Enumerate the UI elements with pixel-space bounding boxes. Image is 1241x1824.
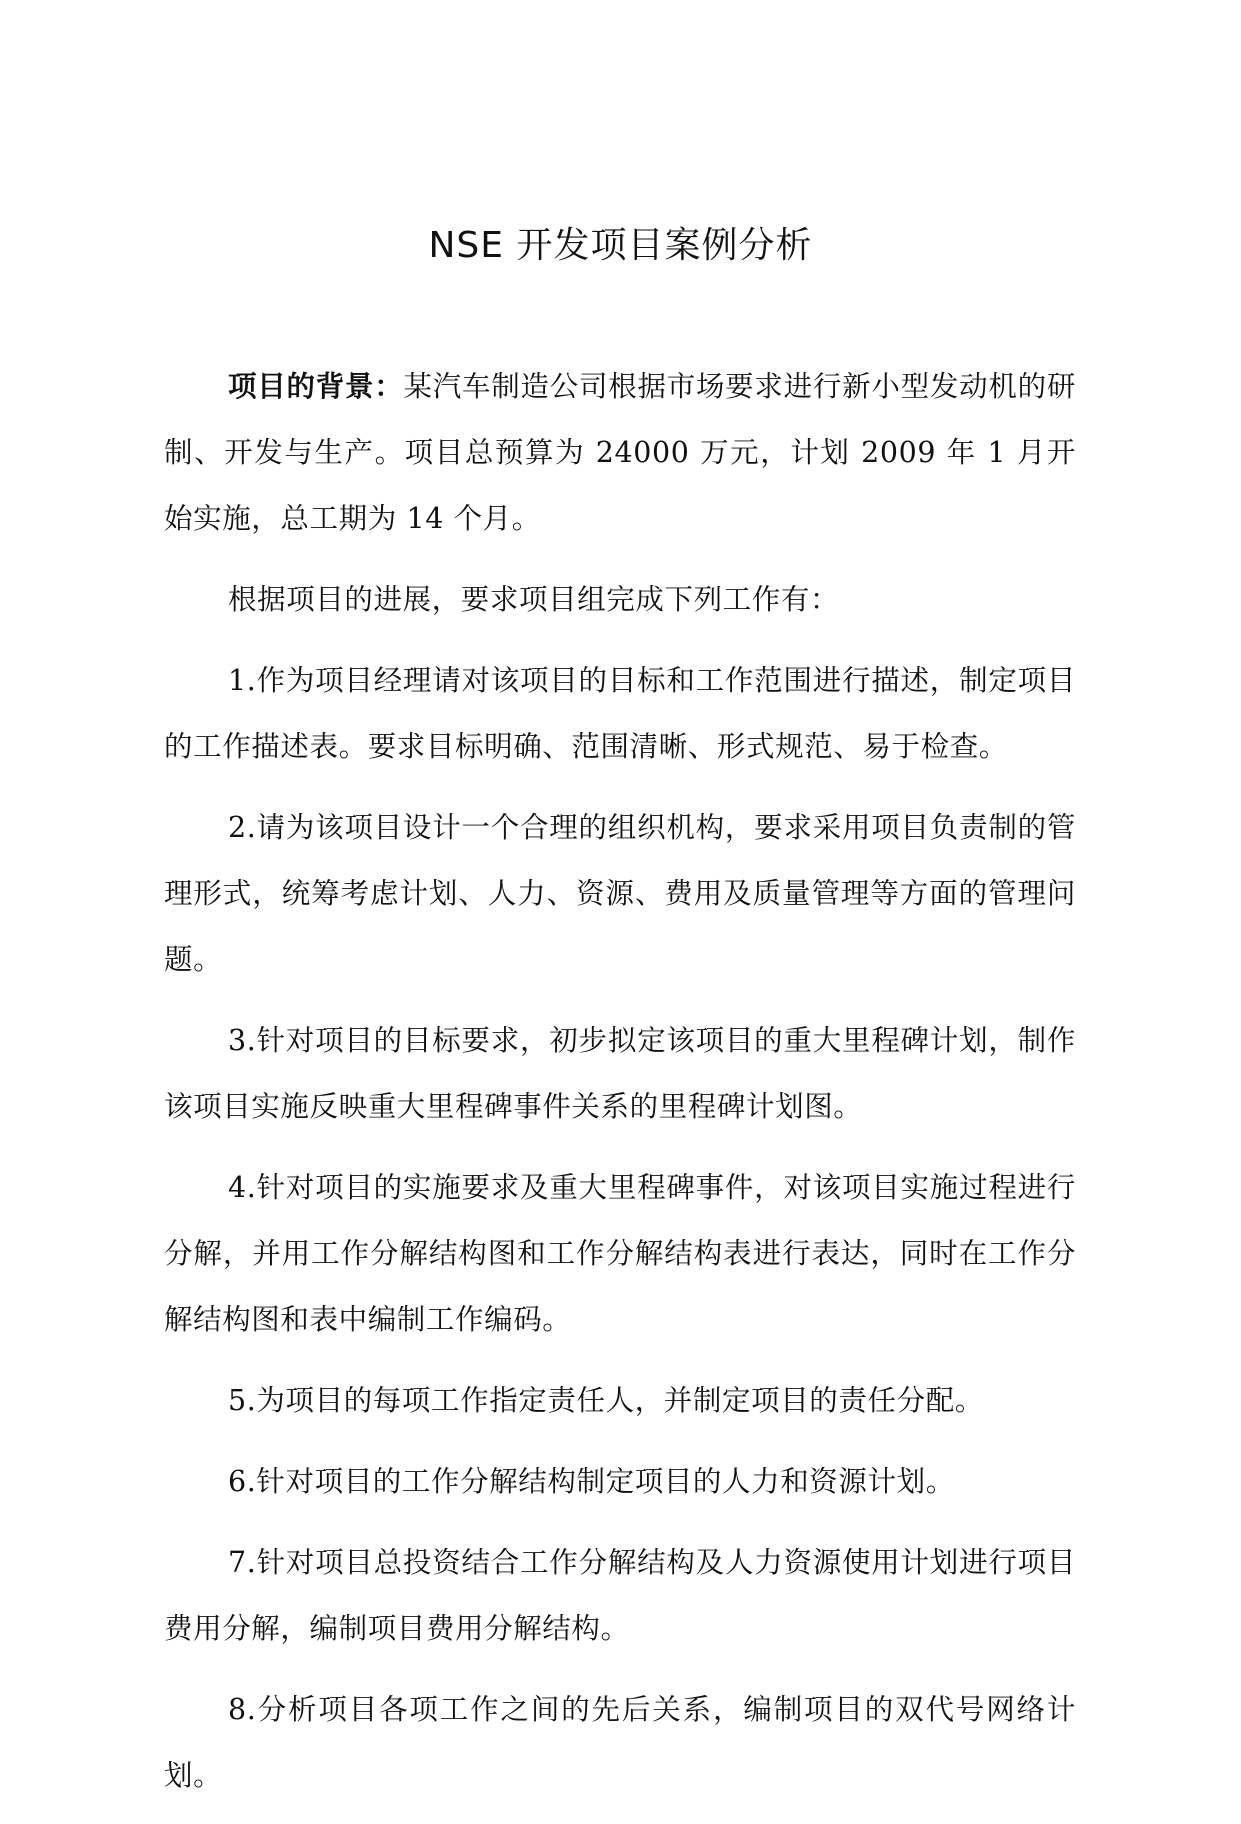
intro-paragraph: 根据项目的进展，要求项目组完成下列工作有： <box>228 583 840 616</box>
task-item-6: 6.针对项目的工作分解结构制定项目的人力和资源计划。 <box>228 1465 955 1498</box>
background-text: 某汽车制造公司根据市场要求进行新小型发动机的研制、开发与生产。项目总预算为 24000 万元，计划 2009 年 1 月开始实施，总工期为 14 个月。 <box>164 370 1076 535</box>
task-item-4: 4.针对项目的实施要求及重大里程碑事件，对该项目实施过程进行分解，并用工作分解结构图和工作分解结构表进行表达，同时在工作分解结构图和表中编制工作编码。 <box>164 1171 1076 1336</box>
task-item-7: 7.针对项目总投资结合工作分解结构及人力资源使用计划进行项目费用分解，编制项目费用分解结构。 <box>164 1546 1076 1645</box>
task-item-3: 3.针对项目的目标要求，初步拟定该项目的重大里程碑计划，制作该项目实施反映重大里程碑事件关系的里程碑计划图。 <box>164 1024 1076 1123</box>
task-item-5: 5.为项目的每项工作指定责任人，并制定项目的责任分配。 <box>228 1384 984 1417</box>
background-paragraph <box>164 354 1076 552</box>
background-heading: 项目的背景： <box>228 370 404 403</box>
task-item-2: 2.请为该项目设计一个合理的组织机构，要求采用项目负责制的管理形式，统筹考虑计划、人力、资源、费用及质量管理等方面的管理问题。 <box>164 811 1076 976</box>
document-body <box>164 354 1076 1824</box>
task-item-1: 1.作为项目经理请对该项目的目标和工作范围进行描述，制定项目的工作描述表。要求目标明确、范围清晰、形式规范、易于检查。 <box>164 664 1076 763</box>
page-title: NSE 开发项目案例分析 <box>428 225 813 266</box>
task-item-8: 8.分析项目各项工作之间的先后关系，编制项目的双代号网络计划。 <box>164 1693 1076 1792</box>
